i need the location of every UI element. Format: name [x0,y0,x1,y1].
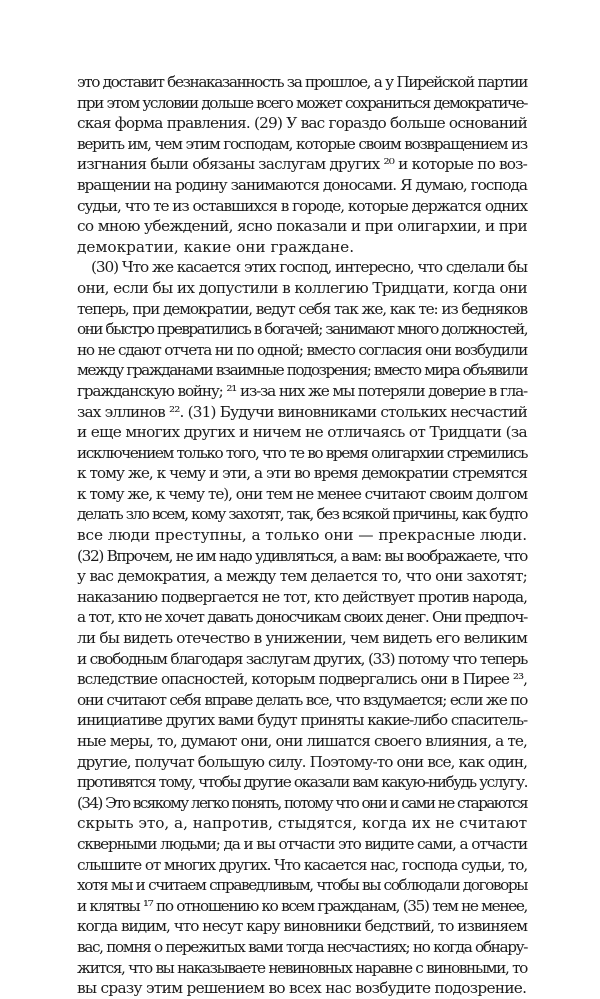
text-line: они, если бы их допустили в коллегию Тридцати, когда они [77,278,527,297]
text-line: а тот, кто не хочет давать доносчикам своих денег. Они предпоч- [77,608,527,627]
text-line: они считают себя вправе делать все, что вздумается; если же по [77,690,527,709]
text-line: когда видим, что несут кару виновники бедствий, то извиняем [77,917,527,936]
text-line: ные меры, то, думают они, они лишатся своего влияния, а те, [77,732,527,750]
text-line: вас, помня о пережитых вами тогда несчастиях; но когда обнару- [77,937,527,956]
text-line: верить им, чем этим господам, которые своим возвращением из [77,134,527,153]
text-line: вращении на родину занимаются доносами. Я думаю, господа [77,175,527,194]
text-line: но не сдают отчета ни по одной; вместо согласия они возбудили [77,340,527,359]
text-line: гражданскую войну; ²¹ из-за них же мы потеряли доверие в гла- [77,381,527,400]
text-line: (30) Что же касается этих господ, интересно, что сделали бы [91,258,527,277]
text-line: скверными людьми; да и вы отчасти это видите сами, а отчасти [77,834,527,853]
text-line: демократии, какие они граждане. [77,237,355,256]
text-line: все люди преступны, а только они — прекрасные люди. [77,526,527,545]
text-line: и еще многих других и ничем не отличаясь от Тридцати (за [77,423,527,442]
text-line: вы сразу этим решением во всех нас возбудите подозрение. [77,979,527,998]
text-line: и клятвы ¹⁷ по отношению ко всем гражданам, (35) тем не менее, [77,896,527,915]
text-line: у вас демократия, а между тем делается то, что они захотят; [77,567,527,586]
text-line: между гражданами взаимные подозрения; вместо мира объявили [77,361,527,380]
text-line: вследствие опасностей, которым подвергались они в Пирее ²³, [77,670,527,689]
text-line: жится, что вы наказываете невиновных наравне с виновными, то [77,958,527,977]
text-line: судьи, что те из оставшихся в городе, которые держатся одних [77,196,527,215]
text-line: к тому же, к чему те), они тем не менее считают своим долгом [77,484,527,503]
text-line: к тому же, к чему и эти, а эти во время демократии стремятся [77,464,527,483]
text-line: теперь, при демократии, ведут себя так же, как те: из бедняков [77,299,527,318]
text-line: наказанию подвергается не тот, кто действует против народа, [77,587,527,606]
text-line: исключением только того, что те во время олигархии стремились [77,443,527,462]
text-line: (32) Впрочем, не им надо удивляться, а вам: вы воображаете, что [77,546,527,565]
text-line: при этом условии дольше всего может сохраниться демократиче- [77,93,527,112]
text-line: ская форма правления. (29) У вас гораздо больше оснований [77,114,527,133]
text-line: зах эллинов ²². (31) Будучи виновниками стольких несчастий [77,402,527,421]
text-line: они быстро превратились в богачей; занимают много должностей, [77,320,527,339]
page-body [77,72,527,999]
text-line: хотя мы и считаем справедливым, чтобы вы соблюдали договоры [77,876,527,895]
text-line: и свободным благодаря заслугам других, (33) потому что теперь [77,649,527,668]
text-line: скрыть это, а, напротив, стыдятся, когда их не считают [77,814,527,833]
text-line: со мною убеждений, ясно показали и при олигархии, и при [77,217,527,236]
text-line: это доставит безнаказанность за прошлое, а у Пирейской партии [77,73,527,91]
text-line: слышите от многих других. Что касается нас, господа судьи, то, [77,855,527,874]
text-line: инициативе других вами будут приняты какие-либо спаситель- [77,711,527,730]
text-line: делать зло всем, кому захотят, так, без всякой причины, как будто [77,505,527,524]
text-line: другие, получат большую силу. Поэтому-то они все, как один, [77,752,527,771]
text-line: ли бы видеть отечество в унижении, чем видеть его великим [77,629,527,648]
text-line: противятся тому, чтобы другие оказали вам какую-нибудь услугу. [77,773,527,792]
text-line: (34) Это всякому легко понять, потому что они и сами не стараются [77,793,527,812]
text-line: изгнания были обязаны заслугам других ²⁰ и которые по воз- [77,155,527,174]
